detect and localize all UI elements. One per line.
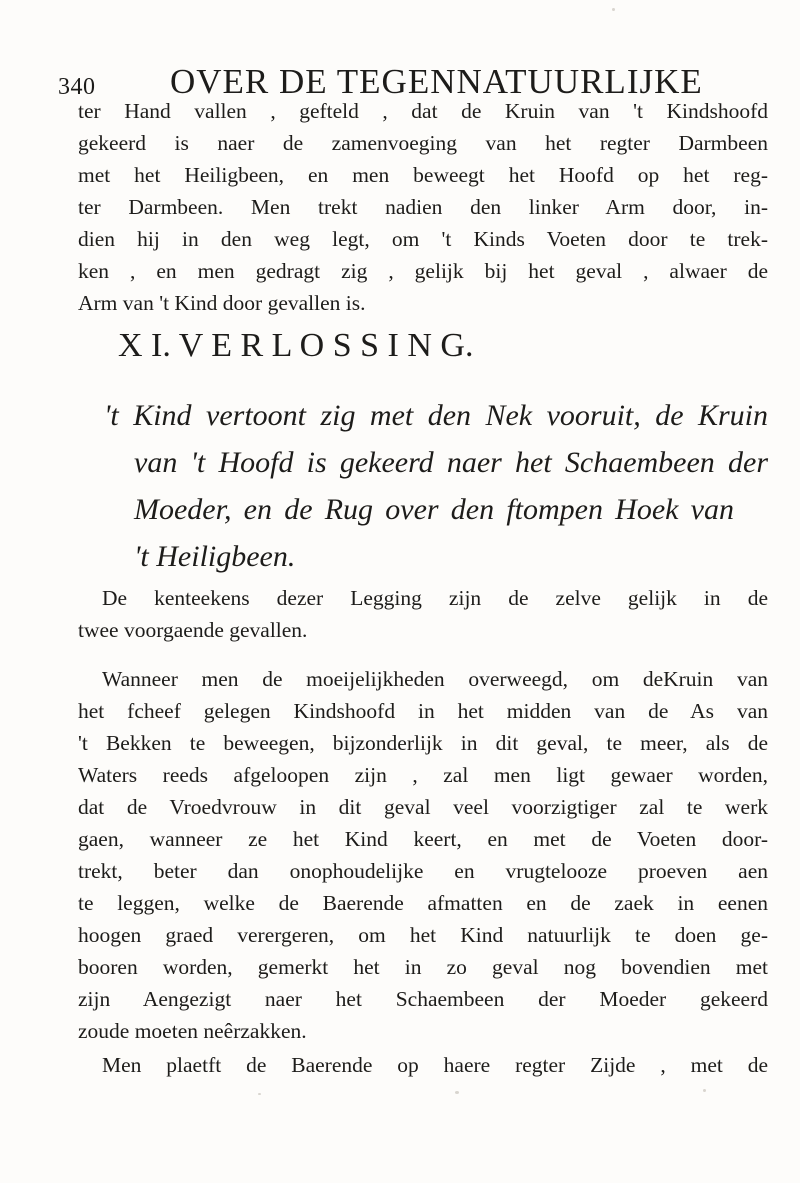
paper-speck — [455, 1091, 459, 1094]
italic-line: Moeder, en de Rug over den ftompen Hoek van — [134, 493, 734, 526]
text-line: gekeerd is naer de zamenvoeging van het regter Darmbeen — [78, 131, 768, 155]
text-line: dien hij in den weg legt, om 't Kinds Voeten door te trek- — [78, 227, 768, 251]
text-line: het fcheef gelegen Kindshoofd in het midden van de As van — [78, 699, 768, 723]
running-title: OVER DE TEGENNATUURLIJKE — [170, 62, 703, 101]
text-line: trekt, beter dan onophoudelijke en vrugtelooze proeven aen — [78, 859, 768, 883]
text-line: Waters reeds afgeloopen zijn , zal men ligt gewaer worden, — [78, 763, 768, 787]
text-line: booren worden, gemerkt het in zo geval nog bovendien met — [78, 955, 768, 979]
paper-speck — [258, 1093, 261, 1095]
text-line: De kenteekens dezer Legging zijn de zelve gelijk in de — [102, 586, 768, 610]
text-line: twee voorgaende gevallen. — [78, 618, 308, 642]
paper-speck — [703, 1089, 706, 1092]
text-line: ter Hand vallen , gefteld , dat de Kruin van 't Kindshoofd — [78, 99, 768, 123]
text-line: te leggen, welke de Baerende afmatten en de zaek in eenen — [78, 891, 768, 915]
text-line: dat de Vroedvrouw in dit geval veel voorzigtiger zal te werk — [78, 795, 768, 819]
italic-line: 't Heiligbeen. — [134, 540, 296, 573]
page-number: 340 — [58, 74, 96, 100]
text-line: Arm van 't Kind door gevallen is. — [78, 291, 366, 315]
text-line: 't Bekken te beweegen, bijzonderlijk in dit geval, te meer, als de — [78, 731, 768, 755]
italic-line: 't Kind vertoont zig met den Nek vooruit, de Kruin — [104, 399, 768, 432]
text-line: gaen, wanneer ze het Kind keert, en met de Voeten door- — [78, 827, 768, 851]
text-line: zoude moeten neêrzakken. — [78, 1019, 307, 1043]
section-heading: X I. V E R L O S S I N G. — [118, 327, 474, 364]
italic-line: van 't Hoofd is gekeerd naer het Schaembeen der — [134, 446, 768, 479]
text-line: Men plaetft de Baerende op haere regter Zijde , met de — [102, 1053, 768, 1077]
text-line: hoogen graed verergeren, om het Kind natuurlijk te doen ge- — [78, 923, 768, 947]
text-line: zijn Aengezigt naer het Schaembeen der Moeder gekeerd — [78, 987, 768, 1011]
paper-speck — [612, 8, 615, 11]
running-head — [58, 60, 758, 100]
text-line: ter Darmbeen. Men trekt nadien den linker Arm door, in- — [78, 195, 768, 219]
text-line: ken , en men gedragt zig , gelijk bij het geval , alwaer de — [78, 259, 768, 283]
text-line: Wanneer men de moeijelijkheden overweegd, om deKruin van — [102, 667, 768, 691]
text-line: met het Heiligbeen, en men beweegt het Hoofd op het reg- — [78, 163, 768, 187]
